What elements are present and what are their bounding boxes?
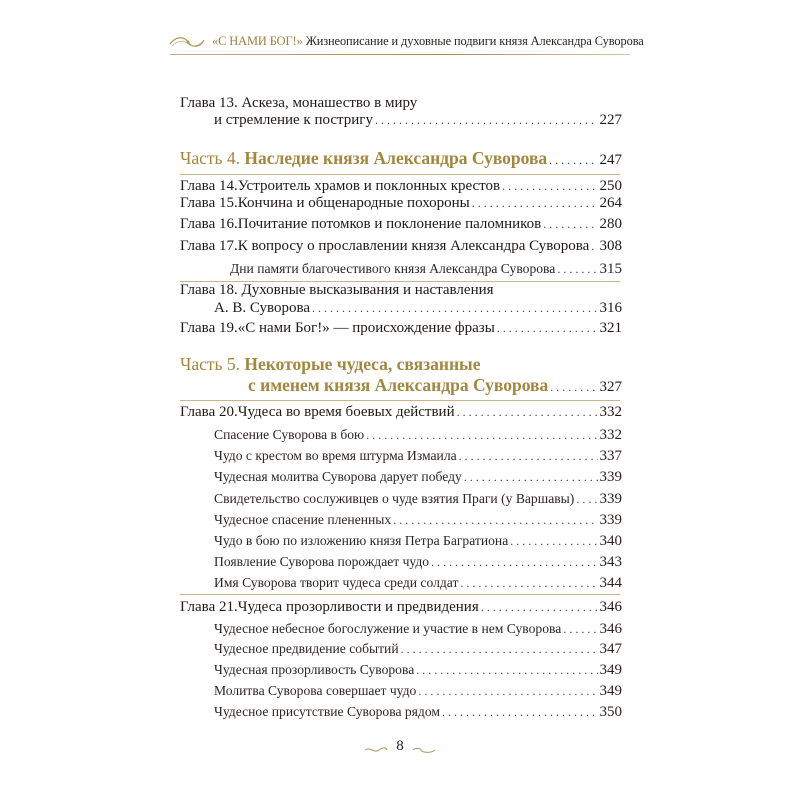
ornament-icon xyxy=(168,34,206,50)
page-number: 308 xyxy=(599,238,622,254)
chapter-prefix: Глава 21. xyxy=(180,599,238,615)
page-number: 332 xyxy=(599,427,622,443)
toc-subentry-ch17a[interactable] xyxy=(230,261,622,278)
dot-leader xyxy=(510,534,597,549)
dot-leader xyxy=(472,196,598,211)
toc-entry-ch20[interactable] xyxy=(180,404,622,421)
dot-leader xyxy=(557,262,597,277)
chapter-title: Аскеза, монашество в миру xyxy=(241,95,418,111)
chapter-title-cont: и стремление к постригу xyxy=(214,112,373,128)
chapter-title-cont: А. В. Суворова xyxy=(214,300,310,316)
chapter-title: Чудеса во время боевых действий xyxy=(237,404,455,420)
toc-subentry[interactable] xyxy=(214,641,622,658)
dot-leader xyxy=(312,301,598,316)
toc-entry-ch19[interactable] xyxy=(180,320,622,337)
toc-entry-ch17[interactable] xyxy=(180,238,622,255)
dot-leader xyxy=(366,428,597,443)
page-number: 327 xyxy=(599,379,622,395)
dot-leader xyxy=(460,576,597,591)
chapter-prefix: Глава 16. xyxy=(180,216,238,232)
subsection-title: Дни памяти благочестивого князя Александра Суворова xyxy=(230,261,556,276)
dot-leader xyxy=(549,153,597,168)
chapter-title: Почитание потомков и поклонение паломников xyxy=(237,216,542,232)
page-number-footer: 8 xyxy=(396,738,404,754)
subsection-title: Чудо в бою по изложению князя Петра Багратиона xyxy=(214,533,509,548)
chapter-title: Чудеса прозорливости и предвидения xyxy=(237,599,479,615)
subsection-title: Чудесное небесное богослужение и участие в нем Суворова xyxy=(214,621,562,636)
right-flourish-icon xyxy=(412,746,436,754)
page-number: 332 xyxy=(599,404,622,420)
part-prefix: Часть 4. xyxy=(180,148,245,168)
subsection-title: Чудесное присутствие Суворова рядом xyxy=(214,704,440,719)
subsection-title: Появление Суворова порождает чудо xyxy=(214,554,430,569)
dot-leader xyxy=(497,321,598,336)
dot-leader xyxy=(576,492,597,507)
dot-leader xyxy=(591,239,597,254)
dot-leader xyxy=(442,705,598,720)
page-number: 337 xyxy=(599,448,622,464)
toc-subentry[interactable] xyxy=(214,662,622,679)
chapter-prefix: Глава 14. xyxy=(180,178,238,194)
page-number: 343 xyxy=(599,554,622,570)
chapter-prefix: Глава 15. xyxy=(180,195,238,211)
part-heading xyxy=(180,148,547,169)
page-number: 339 xyxy=(599,512,622,528)
subsection-title: Чудесная молитва Суворова дарует победу xyxy=(214,469,462,484)
page-number: 315 xyxy=(599,261,622,277)
page-number: 346 xyxy=(599,621,622,637)
toc-subentry[interactable] xyxy=(214,575,622,592)
section-divider xyxy=(180,174,620,175)
toc-entry-ch16[interactable] xyxy=(180,216,622,233)
page-number: 347 xyxy=(599,641,622,657)
header-rule xyxy=(170,54,630,55)
chapter-prefix: Глава 13. xyxy=(180,95,242,111)
dot-leader xyxy=(457,405,598,420)
dot-leader xyxy=(418,684,597,699)
chapter-title: «С нами Бог!» — происхождение фразы xyxy=(237,320,495,336)
page-number: 250 xyxy=(599,178,622,194)
chapter-prefix: Глава 19. xyxy=(180,320,238,336)
subsection-title: Спасение Суворова в бою xyxy=(214,427,365,442)
toc-subentry[interactable] xyxy=(214,683,622,700)
chapter-prefix: Глава 17. xyxy=(180,238,238,254)
toc-entry-ch13-line1[interactable] xyxy=(180,95,417,112)
dot-leader xyxy=(550,380,597,395)
page-number: 340 xyxy=(599,533,622,549)
dot-leader xyxy=(563,622,597,637)
dot-leader xyxy=(416,663,597,678)
section-divider xyxy=(180,400,620,401)
chapter-title: Кончина и общенародные похороны xyxy=(237,195,470,211)
dot-leader xyxy=(375,113,598,128)
subsection-title: Чудесная прозорливость Суворова xyxy=(214,662,415,677)
page-number: 349 xyxy=(599,662,622,678)
part-prefix: Часть 5. xyxy=(180,354,245,374)
toc-subentry[interactable] xyxy=(214,554,622,571)
dot-leader xyxy=(401,642,598,657)
chapter-title: Устроитель храмов и поклонных крестов xyxy=(237,178,501,194)
toc-subentry[interactable] xyxy=(214,427,622,444)
page-number: 339 xyxy=(599,491,622,507)
toc-entry-ch15[interactable] xyxy=(180,195,622,212)
page-number: 350 xyxy=(599,704,622,720)
page-number: 321 xyxy=(599,320,622,336)
toc-entry-ch13[interactable] xyxy=(214,112,622,129)
page-number: 349 xyxy=(599,683,622,699)
chapter-prefix: Глава 18. xyxy=(180,282,242,298)
toc-subentry[interactable] xyxy=(214,512,622,529)
toc-subentry[interactable] xyxy=(214,469,622,486)
toc-subentry[interactable] xyxy=(214,621,622,638)
subsection-title: Чудесное предвидение событий xyxy=(214,641,399,656)
toc-subentry[interactable] xyxy=(214,491,622,508)
toc-entry-ch18-line1[interactable] xyxy=(180,282,494,299)
subsection-title: Свидетельство сослуживцев о чуде взятия Праги (у Варшавы) xyxy=(214,491,575,506)
running-header xyxy=(160,28,644,58)
section-divider xyxy=(180,594,620,595)
toc-entry-ch14[interactable] xyxy=(180,178,622,195)
page-number: 339 xyxy=(599,469,622,485)
dot-leader xyxy=(464,470,598,485)
subsection-title: Чудесное спасение плененных xyxy=(214,512,392,527)
dot-leader xyxy=(502,179,597,194)
chapter-prefix: Глава 20. xyxy=(180,404,238,420)
subsection-title: Чудо с крестом во время штурма Измаила xyxy=(214,448,457,463)
toc-subentry[interactable] xyxy=(214,533,622,550)
page-number: 316 xyxy=(599,300,622,316)
header-text xyxy=(212,34,644,49)
page-number: 264 xyxy=(599,195,622,211)
subsection-title: Имя Суворова творит чудеса среди солдат xyxy=(214,575,459,590)
part-title: Некоторые чудеса, связанные xyxy=(244,354,481,374)
header-subtitle: Жизнеописание и духовные подвиги князя Александра Суворова xyxy=(305,34,644,48)
toc-subentry[interactable] xyxy=(214,704,622,721)
toc-entry-part5[interactable] xyxy=(248,375,622,396)
subsection-title: Молитва Суворова совершает чудо xyxy=(214,683,417,698)
toc-entry-ch18[interactable] xyxy=(214,300,622,317)
toc-subentry[interactable] xyxy=(214,448,622,465)
header-title: «С НАМИ БОГ!» xyxy=(212,34,303,48)
chapter-title: К вопросу о прославлении князя Александра Суворова xyxy=(237,238,590,254)
dot-leader xyxy=(393,513,597,528)
page-number: 280 xyxy=(599,216,622,232)
page-number: 227 xyxy=(599,112,622,128)
toc-entry-ch21[interactable] xyxy=(180,599,622,616)
dot-leader xyxy=(459,449,598,464)
toc-entry-part4[interactable] xyxy=(180,148,622,169)
toc-entry-part5-line1[interactable] xyxy=(180,354,481,375)
dot-leader xyxy=(543,217,597,232)
page-number: 344 xyxy=(599,575,622,591)
dot-leader xyxy=(481,600,598,615)
page-number: 346 xyxy=(599,599,622,615)
part-title-cont: с именем князя Александра Суворова xyxy=(248,375,549,395)
page-footer xyxy=(360,738,440,760)
chapter-title: Духовные высказывания и наставления xyxy=(241,282,494,298)
page-number: 247 xyxy=(599,152,622,168)
dot-leader xyxy=(431,555,597,570)
part-title: Наследие князя Александра Суворова xyxy=(244,148,548,168)
